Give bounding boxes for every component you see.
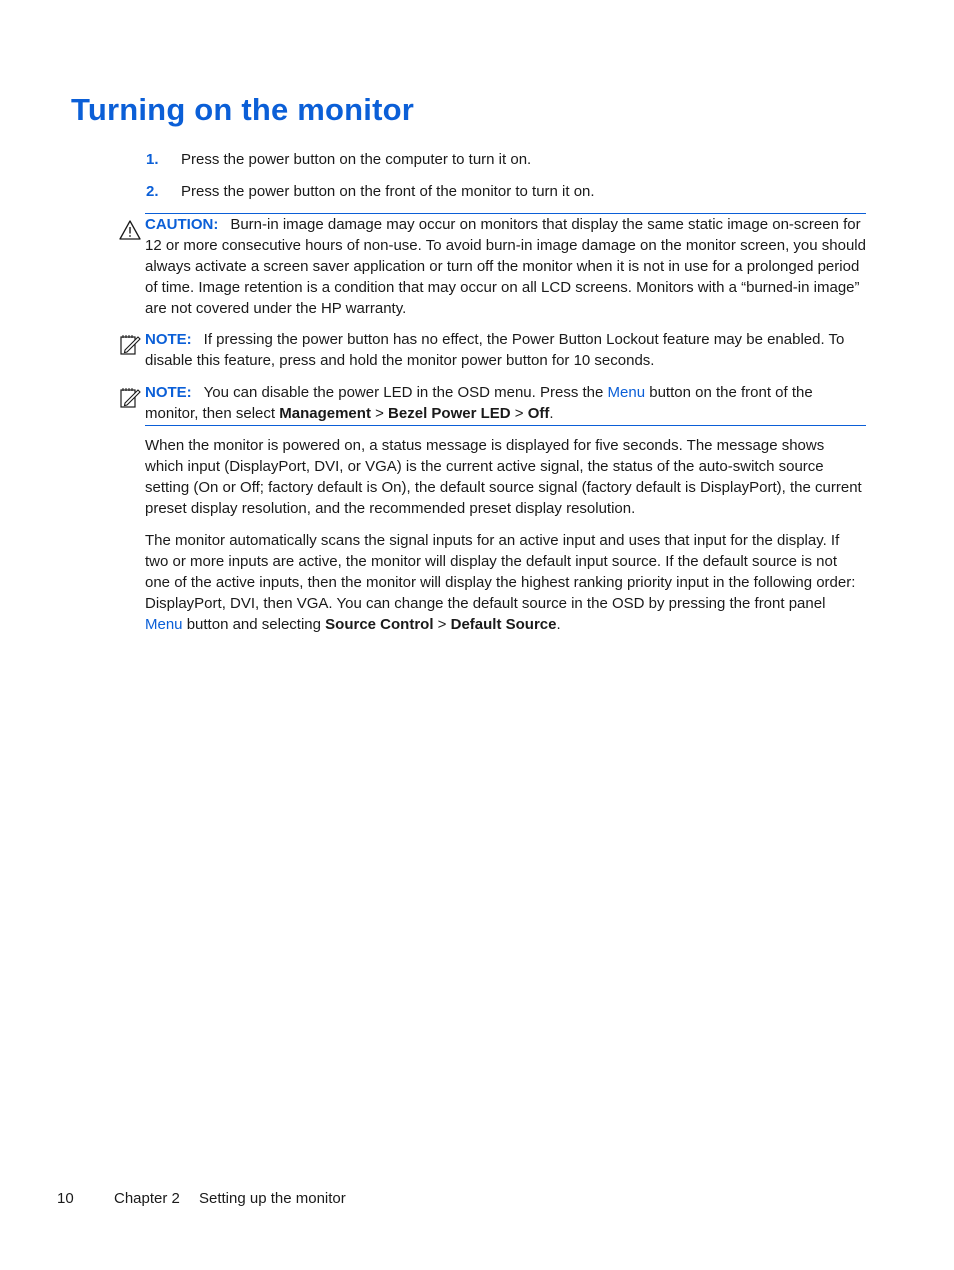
menu-path-item: Bezel Power LED [388,405,511,422]
menu-path-item: Off [527,405,550,422]
paragraph-text: button and selecting [186,616,321,633]
page-number: 10 [57,1190,74,1207]
note-pencil-icon [118,386,142,410]
body-paragraph [145,530,866,635]
step-text: Press the power button on the front of the monitor to turn it on. [181,183,595,200]
note-box [145,382,866,426]
menu-path-item: Management [279,405,371,422]
note-label: NOTE: [145,384,192,401]
caution-box [145,213,866,319]
paragraph-text: The monitor automatically scans the signal inputs for an active input and uses that input for the display. If two or more inputs are active, the monitor will display the default input source. If the default source is not one of the active inputs, then the monitor will display the highest ranking priority input in the following order: DisplayPort, DVI, then VGA. You can change the default source in the OSD by pressing the front panel [145,532,856,612]
sentence-end: . [556,616,561,633]
note-text: button on the front of the monitor, then select [145,384,813,422]
note-pencil-icon [118,333,142,357]
step-number: 1. [146,151,159,168]
note-text: You can disable the power LED in the OSD menu. Press the [203,384,604,401]
warning-triangle-icon [118,218,142,242]
menu-link[interactable]: Menu [607,384,646,401]
menu-path-item: Source Control [325,616,434,633]
note-label: NOTE: [145,331,192,348]
menu-link[interactable]: Menu [145,616,183,633]
menu-path-separator: > [514,405,524,422]
menu-path-separator: > [437,616,447,633]
caution-text: Burn-in image damage may occur on monitors that display the same static image on-screen for 12 or more consecutive hours of non-use. To avoid burn-in image damage on the monitor screen, you should always activate a screen saver application or turn off the monitor when it is not in use for a prolonged period of time. Image retention is a condition that may occur on all LCD screens. Monitors with a “burned-in image” are not covered under the HP warranty. [145,216,866,317]
menu-path-separator: > [375,405,384,422]
step-number: 2. [146,183,159,200]
note-text: If pressing the power button has no effect, the Power Button Lockout feature may be enabled. To disable this feature, press and hold the monitor power button for 10 seconds. [145,331,845,369]
page-title: Turning on the monitor [71,92,415,127]
step-text: Press the power button on the computer to turn it on. [181,151,532,168]
note-box [145,329,866,371]
body-paragraph: When the monitor is powered on, a status message is displayed for five seconds. The message shows which input (DisplayPort, DVI, or VGA) is the current active signal, the status of the auto-switch source setting (On or Off; factory default is On), the default source signal (factory default is DisplayPort), the current preset display resolution, and the recommended preset display resolution. [145,437,862,517]
footer-chapter: Chapter 2 [114,1190,180,1207]
sentence-end: . [549,405,554,422]
menu-path-item: Default Source [450,616,557,633]
footer-chapter-title: Setting up the monitor [199,1190,346,1207]
caution-label: CAUTION: [145,216,219,233]
